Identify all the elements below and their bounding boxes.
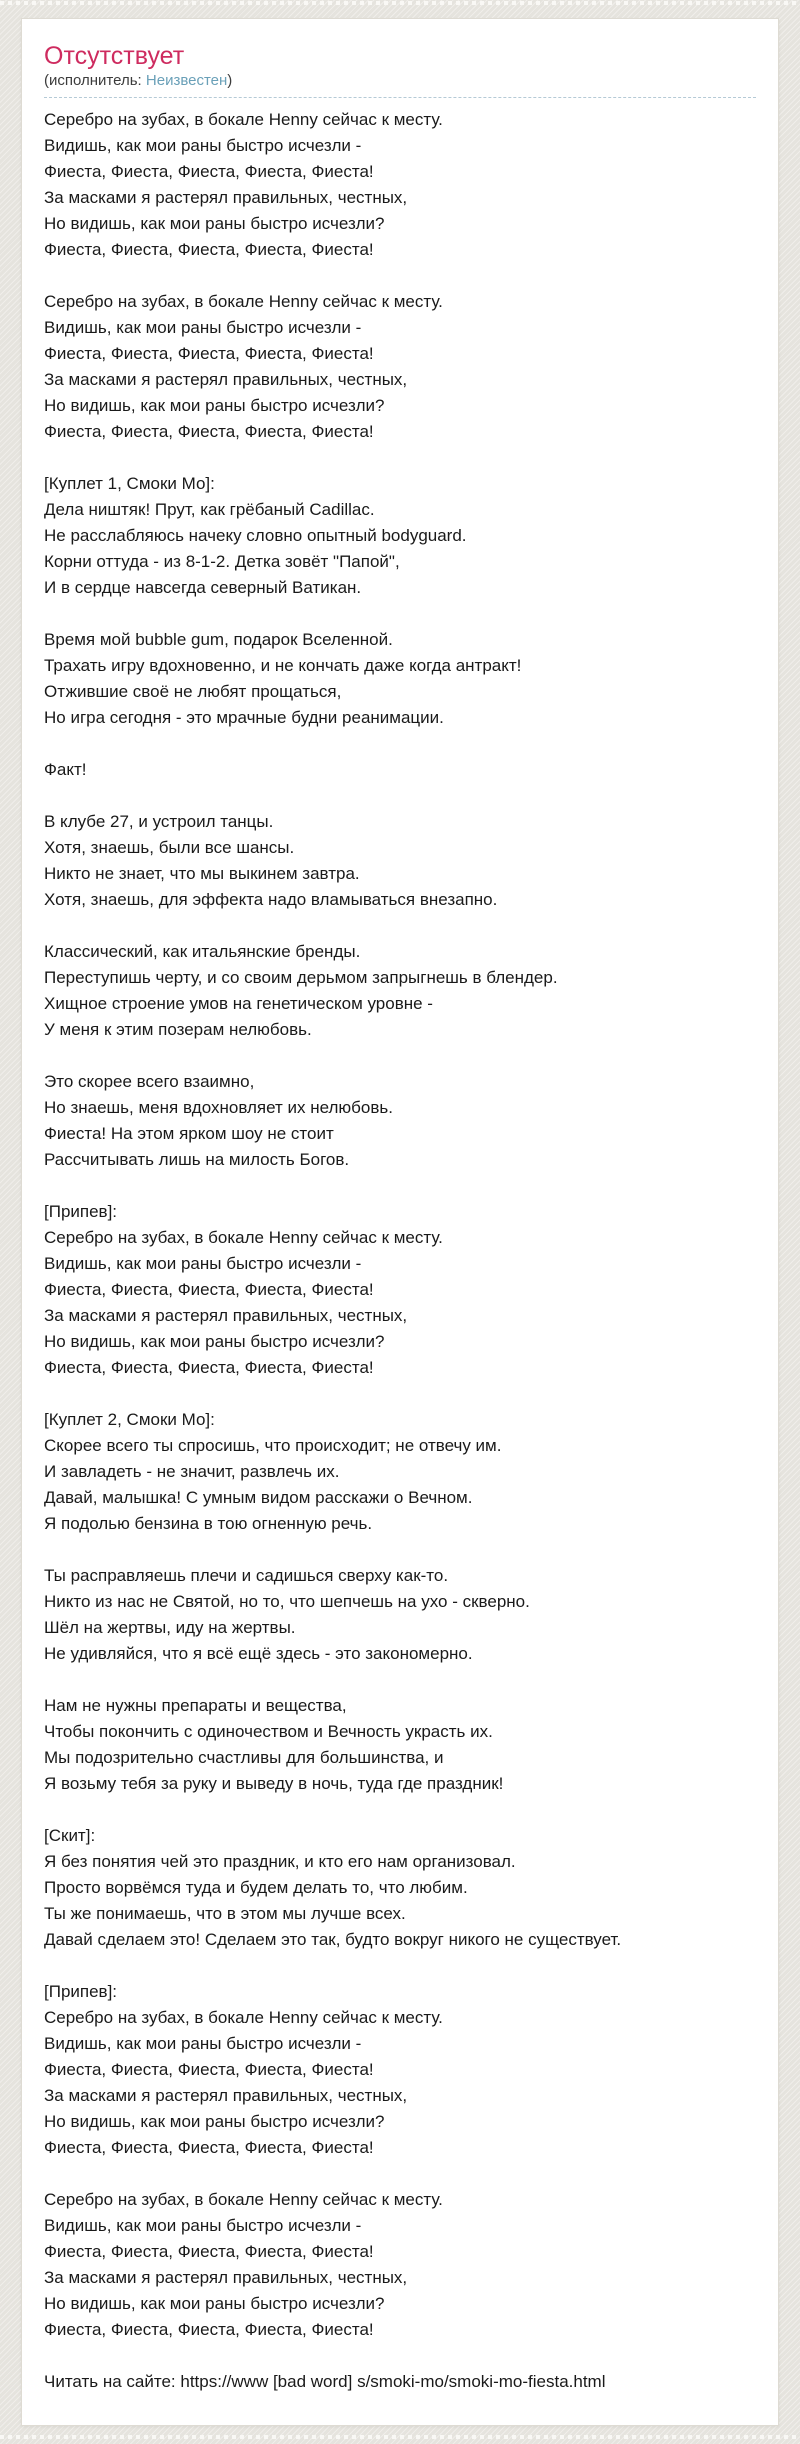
lyric-line: Фиеста, Фиеста, Фиеста, Фиеста, Фиеста! [44, 344, 374, 363]
stanza [44, 1199, 756, 1381]
stanza [44, 1979, 756, 2161]
stanza [44, 289, 756, 445]
lyric-line: Но видишь, как мои раны быстро исчезли? [44, 214, 385, 233]
lyric-line: Серебро на зубах, в бокале Henny сейчас к месту. [44, 110, 443, 129]
lyric-line: Переступишь черту, и со своим дерьмом запрыгнешь в блендер. [44, 968, 558, 987]
lyric-line: Видишь, как мои раны быстро исчезли - [44, 2216, 362, 2235]
lyric-line: Скорее всего ты спросишь, что происходит; не отвечу им. [44, 1436, 502, 1455]
stanza [44, 939, 756, 1043]
stanza [44, 809, 756, 913]
lyric-line: Но видишь, как мои раны быстро исчезли? [44, 2112, 385, 2131]
page-bottom-dashed-decoration [0, 2435, 800, 2439]
lyric-line: Хищное строение умов на генетическом уровне - [44, 994, 433, 1013]
lyric-line: Серебро на зубах, в бокале Henny сейчас к месту. [44, 2008, 443, 2027]
lyric-line: Не удивляйся, что я всё ещё здесь - это закономерно. [44, 1644, 473, 1663]
lyric-line: Факт! [44, 760, 87, 779]
lyric-line: У меня к этим позерам нелюбовь. [44, 1020, 312, 1039]
lyric-line: Фиеста! На этом ярком шоу не стоит [44, 1124, 334, 1143]
lyric-line: [Припев]: [44, 1982, 118, 2001]
lyric-line: Никто не знает, что мы выкинем завтра. [44, 864, 360, 883]
lyric-line: Видишь, как мои раны быстро исчезли - [44, 2034, 362, 2053]
lyric-line: [Куплет 2, Смоки Мо]: [44, 1410, 215, 1429]
lyric-line: Корни оттуда - из 8-1-2. Детка зовёт "Папой", [44, 552, 400, 571]
stanza [44, 2187, 756, 2343]
lyric-line: Серебро на зубах, в бокале Henny сейчас к месту. [44, 292, 443, 311]
lyric-line: Фиеста, Фиеста, Фиеста, Фиеста, Фиеста! [44, 2060, 374, 2079]
read-on-site-line: Читать на сайте: https://www [bad word] s/smoki-mo/smoki-mo-fiesta.html [44, 2372, 606, 2391]
lyric-line: Ты расправляешь плечи и садишься сверху как-то. [44, 1566, 449, 1585]
lyric-line: Не расслабляюсь начеку словно опытный bodyguard. [44, 526, 467, 545]
lyric-line: За масками я растерял правильных, честных, [44, 2086, 408, 2105]
artist-label-prefix: (исполнитель: [44, 72, 142, 89]
lyric-line: И в сердце навсегда северный Ватикан. [44, 578, 362, 597]
lyric-line: Но знаешь, меня вдохновляет их нелюбовь. [44, 1098, 393, 1117]
lyric-line: Это скорее всего взаимно, [44, 1072, 255, 1091]
lyric-line: Никто из нас не Святой, но то, что шепчешь на ухо - скверно. [44, 1592, 530, 1611]
lyric-line: Нам не нужны препараты и вещества, [44, 1696, 347, 1715]
lyric-line: Но видишь, как мои раны быстро исчезли? [44, 2294, 385, 2313]
lyric-line: Видишь, как мои раны быстро исчезли - [44, 1254, 362, 1273]
lyric-line: [Скит]: [44, 1826, 96, 1845]
lyric-line: Видишь, как мои раны быстро исчезли - [44, 136, 362, 155]
lyric-line: Я возьму тебя за руку и выведу в ночь, туда где праздник! [44, 1774, 504, 1793]
lyric-line: [Припев]: [44, 1202, 118, 1221]
lyric-line: За масками я растерял правильных, честных, [44, 370, 408, 389]
lyric-line: Хотя, знаешь, были все шансы. [44, 838, 295, 857]
lyric-line: Дела ништяк! Прут, как грёбаный Cadillac. [44, 500, 375, 519]
lyric-line: Давай, малышка! С умным видом расскажи о Вечном. [44, 1488, 473, 1507]
page-top-dashed-decoration [0, 1, 800, 5]
lyric-line: Фиеста, Фиеста, Фиеста, Фиеста, Фиеста! [44, 2242, 374, 2261]
lyric-line: Видишь, как мои раны быстро исчезли - [44, 318, 362, 337]
lyric-line: [Куплет 1, Смоки Мо]: [44, 474, 215, 493]
lyric-line: Давай сделаем это! Сделаем это так, будто вокруг никого не существует. [44, 1930, 622, 1949]
stanza [44, 1823, 756, 1953]
lyric-line: Отжившие своё не любят прощаться, [44, 682, 342, 701]
lyric-line: Фиеста, Фиеста, Фиеста, Фиеста, Фиеста! [44, 162, 374, 181]
lyric-line: Шёл на жертвы, иду на жертвы. [44, 1618, 296, 1637]
lyrics [44, 107, 756, 2343]
lyric-line: Фиеста, Фиеста, Фиеста, Фиеста, Фиеста! [44, 2138, 374, 2157]
lyric-line: Но видишь, как мои раны быстро исчезли? [44, 396, 385, 415]
lyric-line: Фиеста, Фиеста, Фиеста, Фиеста, Фиеста! [44, 1280, 374, 1299]
lyric-line: Просто ворвёмся туда и будем делать то, что любим. [44, 1878, 468, 1897]
artist-link[interactable]: Неизвестен [145, 72, 228, 89]
lyric-line: Фиеста, Фиеста, Фиеста, Фиеста, Фиеста! [44, 1358, 374, 1377]
lyric-line: Классический, как итальянские бренды. [44, 942, 361, 961]
stanza [44, 1693, 756, 1797]
page-title: Отсутствует [44, 42, 185, 70]
stanza [44, 107, 756, 263]
lyric-line: Ты же понимаешь, что в этом мы лучше всех. [44, 1904, 406, 1923]
lyric-line: Я подолью бензина в тою огненную речь. [44, 1514, 373, 1533]
stanza [44, 1069, 756, 1173]
lyric-line: Мы подозрительно счастливы для большинства, и [44, 1748, 444, 1767]
artist-label-suffix: ) [227, 72, 233, 89]
stanza [44, 1563, 756, 1667]
lyric-line: В клубе 27, и устроил танцы. [44, 812, 274, 831]
lyric-line: Время мой bubble gum, подарок Вселенной. [44, 630, 393, 649]
lyric-line: Серебро на зубах, в бокале Henny сейчас к месту. [44, 1228, 443, 1247]
lyric-line: Хотя, знаешь, для эффекта надо вламываться внезапно. [44, 890, 498, 909]
lyric-line: Я без понятия чей это праздник, и кто его нам организовал. [44, 1852, 516, 1871]
lyric-line: И завладеть - не значит, развлечь их. [44, 1462, 340, 1481]
lyrics-card [21, 18, 779, 2426]
lyric-line: Но игра сегодня - это мрачные будни реанимации. [44, 708, 444, 727]
lyric-line: Чтобы покончить с одиночеством и Вечность украсть их. [44, 1722, 493, 1741]
stanza [44, 627, 756, 731]
stanza [44, 1407, 756, 1537]
lyric-line: Фиеста, Фиеста, Фиеста, Фиеста, Фиеста! [44, 422, 374, 441]
lyric-line: Серебро на зубах, в бокале Henny сейчас к месту. [44, 2190, 443, 2209]
lyric-line: За масками я растерял правильных, честных, [44, 1306, 408, 1325]
lyric-line: Но видишь, как мои раны быстро исчезли? [44, 1332, 385, 1351]
lyric-line: За масками я растерял правильных, честных, [44, 188, 408, 207]
lyric-line: Трахать игру вдохновенно, и не кончать даже когда антракт! [44, 656, 522, 675]
artist-line [44, 71, 756, 98]
lyric-line: Рассчитывать лишь на милость Богов. [44, 1150, 350, 1169]
stanza [44, 471, 756, 601]
lyric-line: Фиеста, Фиеста, Фиеста, Фиеста, Фиеста! [44, 2320, 374, 2339]
lyric-line: Фиеста, Фиеста, Фиеста, Фиеста, Фиеста! [44, 240, 374, 259]
lyric-line: За масками я растерял правильных, честных, [44, 2268, 408, 2287]
stanza [44, 757, 756, 783]
